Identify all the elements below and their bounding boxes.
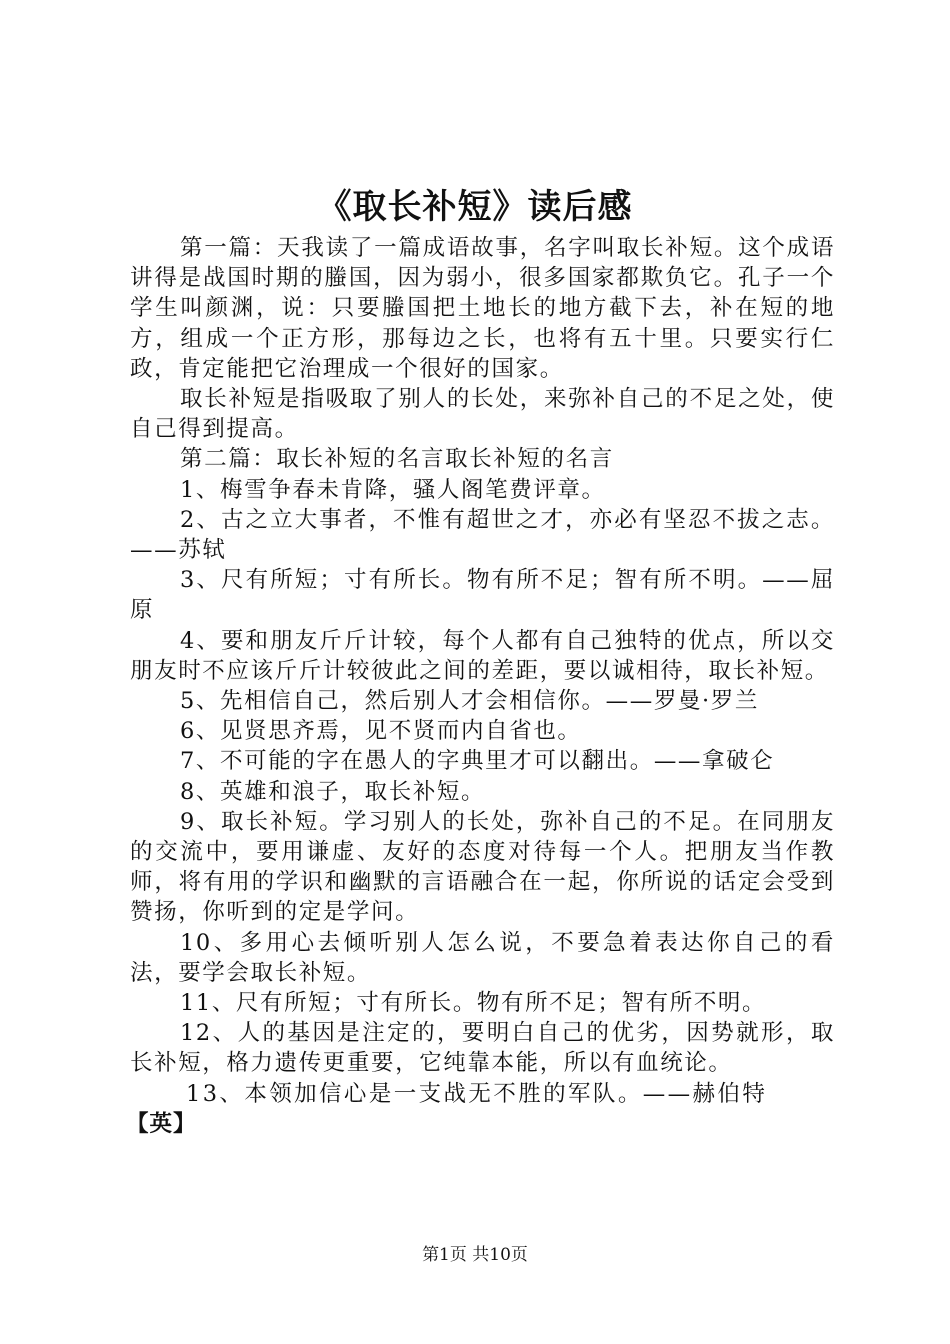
quote-item-12: 12、人的基因是注定的，要明白自己的优劣，因势就形，取长补短，格力遗传更重要，它纯靠本能，所以有血统论。 (130, 1020, 835, 1077)
quote-item-9: 9、取长补短。学习别人的长处，弥补自己的不足。在同朋友的交流中，要用谦虚、友好的态度对待每一个人。把朋友当作教师，将有用的学识和幽默的言语融合在一起，你所说的话定会受到赞扬，你听到的定是学问。 (130, 808, 835, 926)
quote-item-7: 7、不可能的字在愚人的字典里才可以翻出。——拿破仑 (180, 748, 775, 775)
page-footer: 第1页 共10页 (422, 1245, 528, 1265)
quote-item-11: 11、尺有所短；寸有所长。物有所不足；智有所不明。 (180, 990, 767, 1017)
quote-item-13: 13、本领加信心是一支战无不胜的军队。——赫伯特 (186, 1080, 768, 1107)
section-heading-2: 第二篇：取长补短的名言取长补短的名言 (180, 446, 614, 473)
quote-item-2: 2、古之立大事者，不惟有超世之才，亦必有坚忍不拔之志。——苏轼 (130, 506, 835, 564)
quote-item-5: 5、先相信自己，然后别人才会相信你。——罗曼·罗兰 (180, 688, 759, 715)
quote-item-8: 8、英雄和浪子，取长补短。 (180, 778, 486, 805)
quote-item-1: 1、梅雪争春未肯降，骚人阁笔费评章。 (180, 476, 606, 503)
quote-item-4: 4、要和朋友斤斤计较，每个人都有自己独特的优点，所以交朋友时不应该斤斤计较彼此之间的差距，要以诚相待，取长补短。 (130, 627, 835, 684)
quote-item-6: 6、见贤思齐焉，见不贤而内自省也。 (180, 718, 582, 745)
author-nationality-tag: 【英】 (126, 1110, 197, 1137)
quote-item-10: 10、多用心去倾听别人怎么说，不要急着表达你自己的看法，要学会取长补短。 (130, 929, 835, 986)
paragraph-1: 第一篇：天我读了一篇成语故事，名字叫取长补短。这个成语讲得是战国时期的螣国，因为弱小，很多国家都欺负它。孔子一个学生叫颜渊，说：只要螣国把土地长的地方截下去，补在短的地方，组成一个正方形，那每边之长，也将有五十里。只要实行仁政，肯定能把它治理成一个很好的国家。 (130, 235, 835, 382)
document-body (126, 233, 835, 1139)
quote-item-3: 3、尺有所短；寸有所长。物有所不足；智有所不明。——屈原 (130, 567, 835, 624)
paragraph-2: 取长补短是指吸取了别人的长处，来弥补自己的不足之处，使自己得到提高。 (130, 386, 835, 443)
document-title: 《取长补短》读后感 (317, 187, 633, 227)
